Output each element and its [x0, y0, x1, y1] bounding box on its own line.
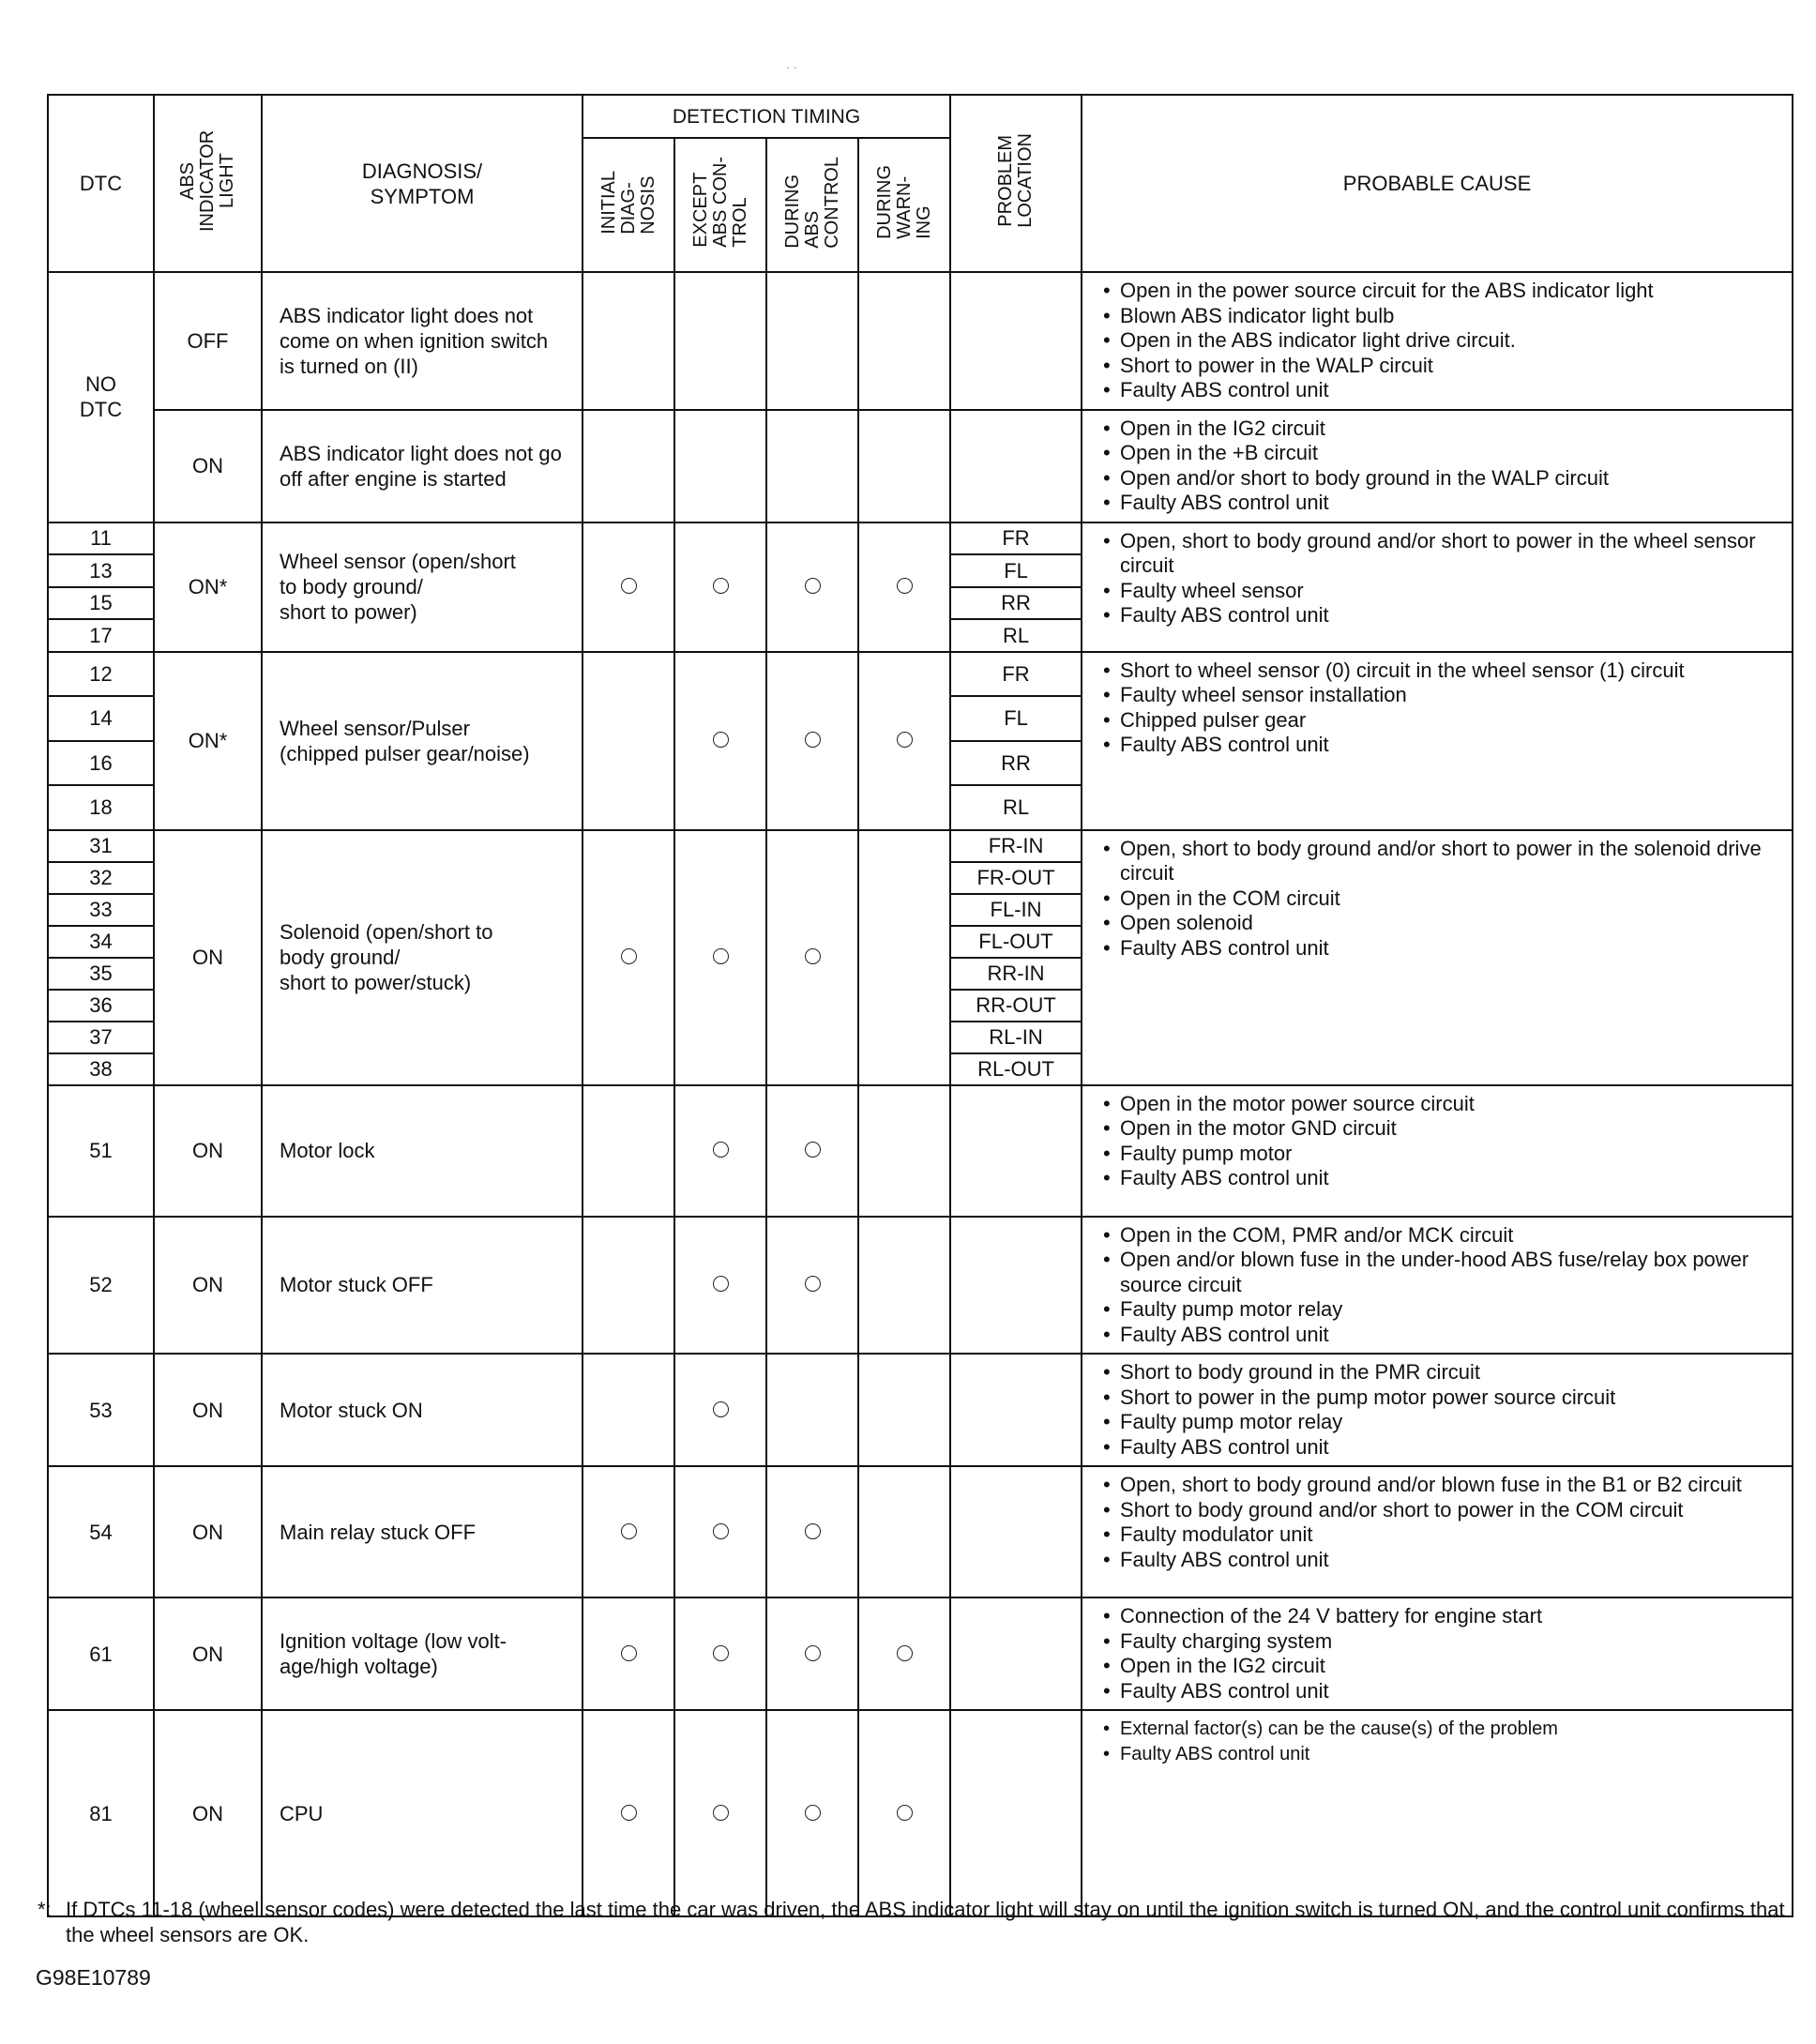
timing-cell: [766, 410, 858, 522]
cause-item: • Open in the power source circuit for the ABS indicator light: [1103, 279, 1782, 304]
timing-cell: [674, 522, 766, 652]
table-row: [48, 1217, 1793, 1355]
timing-cell: [858, 272, 950, 410]
cause-item: • Open, short to body ground and/or short to power in the wheel sensor circuit: [1103, 529, 1782, 579]
detection-circle-icon: [805, 948, 821, 964]
timing-cell: [858, 1597, 950, 1710]
header-detection-timing: DETECTION TIMING: [583, 95, 950, 138]
timing-cell: [583, 1466, 674, 1597]
cause-item: • Open solenoid: [1103, 911, 1782, 936]
timing-cell: [766, 830, 858, 1085]
timing-cell: [766, 1085, 858, 1217]
timing-cell: [858, 1354, 950, 1466]
corner-mark: . .: [786, 56, 797, 71]
footnote: [38, 1897, 1801, 1947]
timing-cell: [674, 1354, 766, 1466]
symptom-cell: ABS indicator light does not go off after engine is started: [262, 410, 583, 522]
detection-circle-icon: [713, 732, 729, 748]
location-cell: [950, 1217, 1082, 1355]
detection-circle-icon: [897, 1805, 913, 1821]
dtc-code-cell: 38: [48, 1053, 154, 1085]
table-row: [48, 272, 1793, 410]
dtc-code-cell: 14: [48, 696, 154, 741]
cause-item: • Open in the +B circuit: [1103, 441, 1782, 466]
cause-item: • Faulty ABS control unit: [1103, 733, 1782, 758]
detection-circle-icon: [805, 1523, 821, 1539]
cause-item: • Open in the IG2 circuit: [1103, 1654, 1782, 1679]
table-row: [48, 1085, 1793, 1217]
timing-cell: [766, 522, 858, 652]
cause-list: [1082, 411, 1792, 522]
timing-cell: [858, 1466, 950, 1597]
location-cell: RR: [950, 587, 1082, 620]
header-problem-location-text: PROBLEM LOCATION: [995, 133, 1037, 228]
cause-item: • Chipped pulser gear: [1103, 708, 1782, 734]
cause-item: • Faulty ABS control unit: [1103, 1742, 1782, 1767]
probable-cause-cell: [1082, 1597, 1793, 1710]
symptom-cell: Wheel sensor/Pulser (chipped pulser gear/noise): [262, 652, 583, 830]
abs-light-cell: ON: [154, 830, 262, 1085]
abs-light-cell: ON: [154, 1085, 262, 1217]
detection-circle-icon: [805, 578, 821, 594]
location-cell: RL-IN: [950, 1022, 1082, 1053]
symptom-cell: Motor stuck OFF: [262, 1217, 583, 1355]
dtc-code-cell: 32: [48, 862, 154, 894]
location-cell: RR: [950, 741, 1082, 786]
table-row: [48, 410, 1793, 522]
symptom-cell: Main relay stuck OFF: [262, 1466, 583, 1597]
dtc-code-cell: 61: [48, 1597, 154, 1710]
location-cell: FL: [950, 554, 1082, 587]
cause-item: • Short to power in the pump motor power source circuit: [1103, 1385, 1782, 1411]
cause-item: • Short to power in the WALP circuit: [1103, 354, 1782, 379]
cause-item: • Faulty ABS control unit: [1103, 1166, 1782, 1191]
location-cell: FR: [950, 522, 1082, 555]
cause-list: [1082, 653, 1792, 764]
dtc-code-cell: 51: [48, 1085, 154, 1217]
footnote-text: If DTCs 11-18 (wheel sensor codes) were detected the last time the car was driven, the ABS indicator light will stay on until the ignition switch is turned ON, and the control unit confirms that the wheel sensors are OK.: [66, 1898, 1785, 1946]
detection-circle-icon: [805, 1645, 821, 1661]
cause-item: • Open in the COM, PMR and/or MCK circuit: [1103, 1223, 1782, 1249]
table-row: [48, 1466, 1793, 1597]
timing-cell: [583, 1710, 674, 1916]
cause-item: • External factor(s) can be the cause(s) of the problem: [1103, 1717, 1782, 1742]
header-diagnosis: DIAGNOSIS/ SYMPTOM: [262, 95, 583, 272]
cause-list: [1082, 523, 1792, 634]
detection-circle-icon: [713, 1523, 729, 1539]
cause-item: • Open and/or blown fuse in the under-hood ABS fuse/relay box power source circuit: [1103, 1248, 1782, 1297]
dtc-code-cell: 54: [48, 1466, 154, 1597]
header-timing-during-warning-text: DURING WARN- ING: [873, 165, 934, 239]
dtc-code-cell: 33: [48, 894, 154, 926]
probable-cause-cell: [1082, 1354, 1793, 1466]
timing-cell: [766, 1217, 858, 1355]
timing-cell: [674, 410, 766, 522]
symptom-cell: CPU: [262, 1710, 583, 1916]
probable-cause-cell: [1082, 522, 1793, 652]
cause-item: • Faulty ABS control unit: [1103, 1548, 1782, 1573]
cause-item: • Faulty ABS control unit: [1103, 1435, 1782, 1461]
timing-cell: [674, 1597, 766, 1710]
probable-cause-cell: [1082, 1085, 1793, 1217]
symptom-cell: ABS indicator light does not come on when ignition switch is turned on (II): [262, 272, 583, 410]
cause-list: [1082, 1355, 1792, 1465]
header-timing-except: [674, 138, 766, 272]
timing-cell: [858, 830, 950, 1085]
probable-cause-cell: [1082, 272, 1793, 410]
abs-light-cell: ON: [154, 1217, 262, 1355]
location-cell: RL: [950, 785, 1082, 830]
detection-circle-icon: [805, 732, 821, 748]
header-probable-cause: PROBABLE CAUSE: [1082, 95, 1793, 272]
abs-light-cell: ON: [154, 410, 262, 522]
timing-cell: [583, 1354, 674, 1466]
location-cell: FL: [950, 696, 1082, 741]
cause-item: • Connection of the 24 V battery for engine start: [1103, 1604, 1782, 1629]
cause-item: • Open in the COM circuit: [1103, 886, 1782, 912]
timing-cell: [583, 410, 674, 522]
dtc-code-cell: 36: [48, 990, 154, 1022]
probable-cause-cell: [1082, 652, 1793, 830]
location-cell: FR-IN: [950, 830, 1082, 862]
dtc-code-cell: 52: [48, 1217, 154, 1355]
timing-cell: [766, 1710, 858, 1916]
timing-cell: [674, 830, 766, 1085]
detection-circle-icon: [621, 578, 637, 594]
location-cell: [950, 1710, 1082, 1916]
dtc-code-cell: 81: [48, 1710, 154, 1916]
cause-item: • Open in the IG2 circuit: [1103, 416, 1782, 442]
cause-list: [1082, 831, 1792, 967]
dtc-code-cell: 17: [48, 619, 154, 652]
timing-cell: [766, 1354, 858, 1466]
dtc-code-cell: 13: [48, 554, 154, 587]
header-timing-initial: [583, 138, 674, 272]
abs-light-cell: ON*: [154, 652, 262, 830]
probable-cause-cell: [1082, 830, 1793, 1085]
cause-item: • Faulty charging system: [1103, 1629, 1782, 1655]
location-cell: RL-OUT: [950, 1053, 1082, 1085]
header-abs-light: [154, 95, 262, 272]
cause-list: [1082, 1218, 1792, 1354]
detection-circle-icon: [713, 948, 729, 964]
dtc-code-cell: 35: [48, 958, 154, 990]
cause-item: • Faulty ABS control unit: [1103, 936, 1782, 961]
dtc-code-cell: NO DTC: [48, 272, 154, 522]
header-timing-during-warning: [858, 138, 950, 272]
detection-circle-icon: [621, 1645, 637, 1661]
detection-circle-icon: [805, 1142, 821, 1158]
symptom-cell: Motor stuck ON: [262, 1354, 583, 1466]
cause-item: • Open in the ABS indicator light drive circuit.: [1103, 328, 1782, 354]
location-cell: [950, 272, 1082, 410]
abs-light-cell: ON: [154, 1354, 262, 1466]
cause-item: • Open in the motor power source circuit: [1103, 1092, 1782, 1117]
location-cell: [950, 410, 1082, 522]
abs-light-cell: ON*: [154, 522, 262, 652]
header-dtc: DTC: [48, 95, 154, 272]
table-row: [48, 652, 1793, 697]
location-cell: FR: [950, 652, 1082, 697]
location-cell: RL: [950, 619, 1082, 652]
symptom-cell: Wheel sensor (open/short to body ground/ short to power): [262, 522, 583, 652]
header-problem-location: [950, 95, 1082, 272]
location-cell: RR-IN: [950, 958, 1082, 990]
timing-cell: [583, 830, 674, 1085]
table-row: [48, 1710, 1793, 1916]
cause-item: • Faulty ABS control unit: [1103, 603, 1782, 628]
timing-cell: [674, 652, 766, 830]
timing-cell: [858, 1217, 950, 1355]
timing-cell: [583, 1085, 674, 1217]
table-row: [48, 1597, 1793, 1710]
timing-cell: [858, 652, 950, 830]
dtc-code-cell: 12: [48, 652, 154, 697]
abs-light-cell: OFF: [154, 272, 262, 410]
header-abs-light-text: ABS INDICATOR LIGHT: [177, 129, 237, 232]
timing-cell: [674, 1710, 766, 1916]
cause-item: • Open, short to body ground and/or short to power in the solenoid drive circuit: [1103, 837, 1782, 886]
table-body: [48, 272, 1793, 1916]
dtc-code-cell: 18: [48, 785, 154, 830]
dtc-code-cell: 31: [48, 830, 154, 862]
location-cell: [950, 1085, 1082, 1217]
detection-circle-icon: [713, 1401, 729, 1417]
detection-circle-icon: [805, 1276, 821, 1292]
symptom-cell: Solenoid (open/short to body ground/ short to power/stuck): [262, 830, 583, 1085]
detection-circle-icon: [713, 1805, 729, 1821]
timing-cell: [858, 1085, 950, 1217]
cause-item: • Faulty ABS control unit: [1103, 491, 1782, 516]
timing-cell: [674, 1085, 766, 1217]
dtc-code-cell: 15: [48, 587, 154, 620]
timing-cell: [674, 1217, 766, 1355]
probable-cause-cell: [1082, 1217, 1793, 1355]
dtc-table: [47, 94, 1793, 1917]
symptom-cell: Motor lock: [262, 1085, 583, 1217]
cause-list: [1082, 1467, 1792, 1578]
header-timing-initial-text: INITIAL DIAG- NOSIS: [598, 170, 658, 235]
cause-list: [1082, 273, 1792, 409]
timing-cell: [583, 1217, 674, 1355]
cause-item: • Faulty pump motor: [1103, 1142, 1782, 1167]
abs-light-cell: ON: [154, 1597, 262, 1710]
cause-list: [1082, 1711, 1792, 1772]
location-cell: [950, 1354, 1082, 1466]
detection-circle-icon: [713, 1142, 729, 1158]
probable-cause-cell: [1082, 1710, 1793, 1916]
abs-light-cell: ON: [154, 1466, 262, 1597]
cause-item: • Faulty wheel sensor installation: [1103, 683, 1782, 708]
location-cell: FL-IN: [950, 894, 1082, 926]
timing-cell: [858, 1710, 950, 1916]
dtc-code-cell: 16: [48, 741, 154, 786]
detection-circle-icon: [897, 578, 913, 594]
timing-cell: [674, 1466, 766, 1597]
symptom-cell: Ignition voltage (low volt- age/high voltage): [262, 1597, 583, 1710]
detection-circle-icon: [805, 1805, 821, 1821]
detection-circle-icon: [713, 1645, 729, 1661]
abs-light-cell: ON: [154, 1710, 262, 1916]
timing-cell: [583, 522, 674, 652]
table-row: [48, 522, 1793, 555]
cause-item: • Faulty ABS control unit: [1103, 378, 1782, 403]
table-row: [48, 830, 1793, 862]
cause-item: • Short to body ground in the PMR circuit: [1103, 1360, 1782, 1385]
header-timing-during-abs-text: DURING ABS CONTROL: [781, 156, 842, 249]
cause-item: • Short to body ground and/or short to power in the COM circuit: [1103, 1498, 1782, 1523]
timing-cell: [858, 522, 950, 652]
cause-item: • Faulty modulator unit: [1103, 1522, 1782, 1548]
header-timing-during-abs: [766, 138, 858, 272]
cause-item: • Short to wheel sensor (0) circuit in the wheel sensor (1) circuit: [1103, 659, 1782, 684]
cause-item: • Faulty pump motor relay: [1103, 1297, 1782, 1323]
dtc-code-cell: 34: [48, 926, 154, 958]
location-cell: [950, 1466, 1082, 1597]
detection-circle-icon: [713, 1276, 729, 1292]
cause-item: • Faulty pump motor relay: [1103, 1410, 1782, 1435]
cause-item: • Faulty ABS control unit: [1103, 1323, 1782, 1348]
location-cell: [950, 1597, 1082, 1710]
timing-cell: [766, 1466, 858, 1597]
probable-cause-cell: [1082, 1466, 1793, 1597]
cause-item: • Blown ABS indicator light bulb: [1103, 304, 1782, 329]
timing-cell: [766, 1597, 858, 1710]
footnote-marker: *:: [38, 1898, 52, 1921]
cause-item: • Faulty ABS control unit: [1103, 1679, 1782, 1704]
timing-cell: [583, 272, 674, 410]
timing-cell: [766, 272, 858, 410]
timing-cell: [583, 652, 674, 830]
detection-circle-icon: [621, 1805, 637, 1821]
location-cell: FL-OUT: [950, 926, 1082, 958]
detection-circle-icon: [897, 1645, 913, 1661]
detection-circle-icon: [621, 948, 637, 964]
dtc-code-cell: 53: [48, 1354, 154, 1466]
timing-cell: [583, 1597, 674, 1710]
detection-circle-icon: [897, 732, 913, 748]
cause-item: • Faulty wheel sensor: [1103, 579, 1782, 604]
cause-list: [1082, 1086, 1792, 1197]
timing-cell: [766, 652, 858, 830]
table-row: [48, 1354, 1793, 1466]
dtc-code-cell: 37: [48, 1022, 154, 1053]
timing-cell: [674, 272, 766, 410]
cause-item: • Open in the motor GND circuit: [1103, 1116, 1782, 1142]
figure-code: G98E10789: [36, 1965, 151, 1990]
location-cell: RR-OUT: [950, 990, 1082, 1022]
timing-cell: [858, 410, 950, 522]
detection-circle-icon: [713, 578, 729, 594]
location-cell: FR-OUT: [950, 862, 1082, 894]
cause-item: • Open, short to body ground and/or blown fuse in the B1 or B2 circuit: [1103, 1473, 1782, 1498]
detection-circle-icon: [621, 1523, 637, 1539]
dtc-code-cell: 11: [48, 522, 154, 555]
cause-item: • Open and/or short to body ground in the WALP circuit: [1103, 466, 1782, 492]
probable-cause-cell: [1082, 410, 1793, 522]
cause-list: [1082, 1598, 1792, 1709]
header-timing-except-text: EXCEPT ABS CON- TROL: [689, 157, 750, 248]
